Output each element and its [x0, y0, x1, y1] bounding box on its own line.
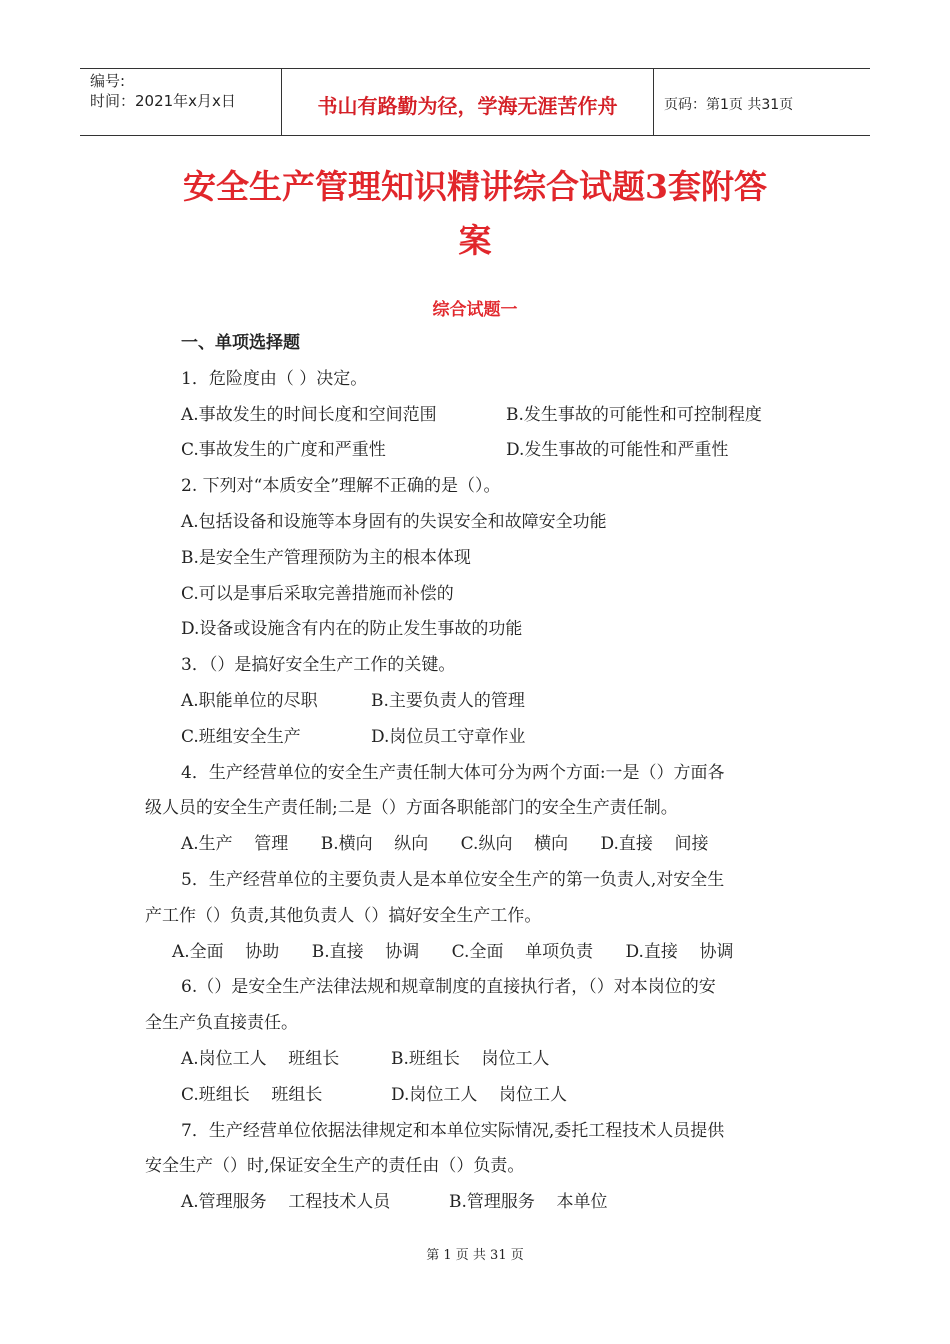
section-heading: 一、单项选择题 — [181, 333, 300, 353]
header-meta — [80, 69, 282, 135]
question-7-options-row-1 — [145, 1185, 805, 1221]
option-c: C.班组安全生产 — [181, 726, 301, 747]
question-1-options-row-2 — [145, 433, 805, 469]
header-motto: 书山有路勤为径，学海无涯苦作舟 — [282, 69, 654, 135]
option-b: B.主要负责人的管理 — [371, 690, 525, 711]
option-b: B.发生事故的可能性和可控制程度 — [506, 404, 762, 425]
option-b: B.管理服务 本单位 — [449, 1192, 608, 1213]
question-5-stem-line-2: 产工作（）负责,其他负责人（）搞好安全生产工作。 — [145, 905, 542, 926]
option-d: D.发生事故的可能性和严重性 — [506, 440, 729, 461]
question-5-options: A.全面 协助 B.直接 协调 C.全面 单项负责 D.直接 协调 — [172, 941, 734, 962]
question-list — [145, 326, 805, 1221]
option-c: C.事故发生的广度和严重性 — [181, 440, 386, 461]
question-4-stem-line-1: 4．生产经营单位的安全生产责任制大体可分为两个方面:一是（）方面各 — [181, 762, 725, 783]
question-2-option-c: C.可以是事后采取完善措施而补偿的 — [181, 583, 454, 604]
question-3-options-row-2 — [145, 720, 805, 756]
question-6-options-row-1 — [145, 1042, 805, 1078]
option-a: A.职能单位的尽职 — [181, 690, 318, 711]
option-a: A.事故发生的时间长度和空间范围 — [181, 404, 437, 425]
question-1-stem: 1．危险度由（ ）决定。 — [181, 368, 368, 389]
question-2-option-b: B.是安全生产管理预防为主的根本体现 — [181, 547, 471, 568]
option-b: B.班组长 岗位工人 — [391, 1048, 550, 1069]
question-6-stem-line-2: 全生产负直接责任。 — [145, 1013, 298, 1034]
title-line-2: 案 — [458, 221, 492, 260]
document-title — [120, 160, 830, 268]
question-2-stem: 2. 下列对“本质安全”理解不正确的是（）。 — [181, 476, 501, 497]
question-4-options: A.生产 管理 B.横向 纵向 C.纵向 横向 D.直接 间接 — [181, 834, 709, 855]
question-6-stem-line-1: 6.（）是安全生产法律法规和规章制度的直接执行者，（）对本岗位的安 — [181, 977, 716, 998]
question-7-stem-line-1: 7．生产经营单位依据法律规定和本单位实际情况,委托工程技术人员提供 — [181, 1120, 725, 1141]
question-1-options-row-1 — [145, 398, 805, 434]
option-a: A.管理服务 工程技术人员 — [181, 1192, 391, 1213]
option-c: C.班组长 班组长 — [181, 1084, 323, 1105]
number-label: 编号: — [90, 72, 126, 90]
title-line-1: 安全生产管理知识精讲综合试题3套附答 — [183, 167, 767, 206]
page-footer: 第 1 页 共 31 页 — [426, 1248, 524, 1263]
question-2-option-a: A.包括设备和设施等本身固有的失误安全和故障安全功能 — [181, 511, 607, 532]
question-3-options-row-1 — [145, 684, 805, 720]
option-a: A.岗位工人 班组长 — [181, 1048, 340, 1069]
question-6-options-row-2 — [145, 1078, 805, 1114]
question-2-option-d: D.设备或设施含有内在的防止发生事故的功能 — [181, 619, 523, 640]
time-label: 时间：2021年x月x日 — [90, 92, 236, 110]
question-7-stem-line-2: 安全生产（）时,保证安全生产的责任由（）负责。 — [145, 1156, 525, 1177]
question-5-stem-line-1: 5．生产经营单位的主要负责人是本单位安全生产的第一负责人,对安全生 — [181, 869, 725, 890]
header-page-info: 页码：第1页 共31页 — [664, 97, 794, 113]
question-4-stem-line-2: 级人员的安全生产责任制;二是（）方面各职能部门的安全生产责任制。 — [145, 798, 678, 819]
option-d: D.岗位员工守章作业 — [371, 726, 526, 747]
section-title: 综合试题一 — [432, 300, 518, 320]
question-3-stem: 3．（）是搞好安全生产工作的关键。 — [181, 655, 456, 676]
option-d: D.岗位工人 岗位工人 — [391, 1084, 568, 1105]
page-header — [80, 68, 870, 136]
